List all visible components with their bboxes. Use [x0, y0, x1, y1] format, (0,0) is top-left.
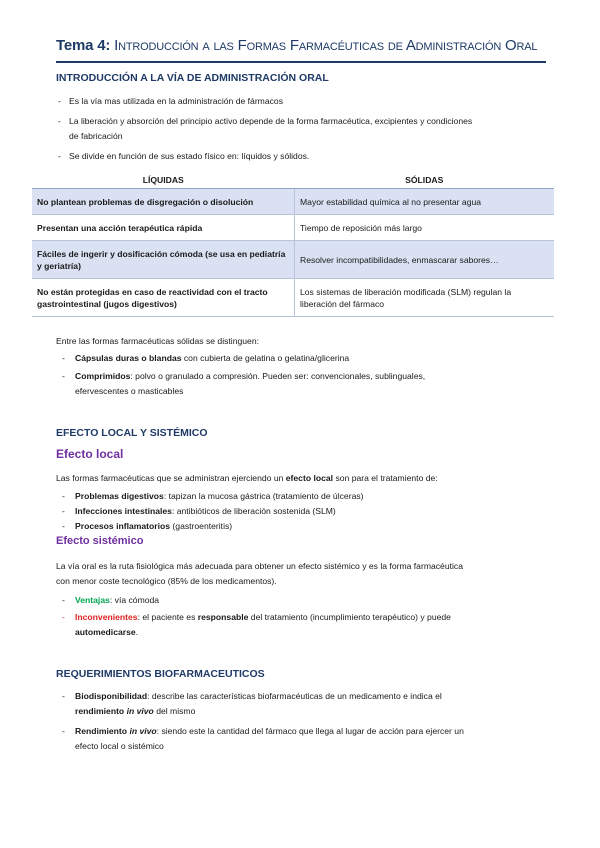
- bullet-dash: -: [58, 151, 61, 161]
- disadvantages-cont-bold: automedicarse: [75, 627, 136, 637]
- bullet-dash: -: [62, 353, 65, 363]
- local-intro: [56, 471, 438, 486]
- intro-bullet-1: Es la vía mas utilizada en la administración de fármacos: [69, 96, 283, 106]
- bullet-dash: -: [62, 506, 65, 516]
- solids-item-capsules-bold: Cápsulas duras o blandas: [75, 353, 182, 363]
- in-vivo-cont: efecto local o sistémico: [75, 741, 164, 751]
- local-item: [75, 489, 364, 504]
- solids-item-tablets-cont: efervescentes o masticables: [75, 386, 184, 396]
- title-underline: [56, 61, 546, 63]
- table-cell: Tiempo de reposición más largo: [295, 215, 555, 241]
- disadvantages-cont: [75, 625, 138, 640]
- table-cell: No están protegidas en caso de reactividad con el tracto gastrointestinal (jugos digestivos): [32, 279, 295, 317]
- intro-bullet-2: La liberación y absorción del principio activo depende de la forma farmacéutica, excipientes y condiciones: [69, 116, 473, 126]
- title-rest: Introducción a las Formas Farmacéuticas de Administración Oral: [110, 37, 538, 54]
- advantages-label: Ventajas: [75, 595, 110, 605]
- liquids-vs-solids-table: [32, 171, 554, 317]
- intro-bullet-3: Se divide en función de sus estado físico en: líquidos y sólidos.: [69, 151, 310, 161]
- disadvantages-text-a: : el paciente es: [137, 612, 198, 622]
- section-heading-intro: INTRODUCCIÓN A LA VÍA DE ADMINISTRACIÓN ORAL: [56, 72, 329, 84]
- table-cell: Resolver incompatibilidades, enmascarar sabores…: [295, 241, 555, 279]
- systemic-line-1: La vía oral es la ruta fisiológica más adecuada para obtener un efecto sistémico y es la forma farmacéutica: [56, 561, 463, 571]
- table-cell: Los sistemas de liberación modificada (SLM) regulan la liberación del fármaco: [295, 279, 555, 317]
- local-item-text: : tapizan la mucosa gástrica (tratamiento de úlceras): [163, 491, 364, 501]
- bioavailability-text: : describe las características biofarmacéuticas de un medicamento e indica el: [147, 691, 442, 701]
- intro-bullet-2-cont: de fabricación: [69, 131, 123, 141]
- solids-item-tablets-text: : polvo o granulado a compresión. Pueden ser: convencionales, sublinguales,: [130, 371, 426, 381]
- bioavailability-cont-italic: in vivo: [126, 706, 154, 716]
- local-item-bold: Infecciones intestinales: [75, 506, 172, 516]
- table-row: [32, 215, 554, 241]
- solids-item-tablets: [75, 369, 425, 384]
- solids-item-capsules-text: con cubierta de gelatina o gelatina/glicerina: [181, 353, 350, 363]
- bioavailability-bold: Biodisponibilidad: [75, 691, 148, 701]
- disadvantages-item: [75, 610, 451, 625]
- disadvantages-label: Inconvenientes: [75, 612, 138, 622]
- bullet-dash: -: [62, 726, 65, 736]
- solids-intro: Entre las formas farmacéuticas sólidas se distinguen:: [56, 336, 260, 346]
- bullet-dash: -: [58, 116, 61, 126]
- in-vivo-bold-a: Rendimiento: [75, 726, 130, 736]
- local-item: [75, 519, 232, 534]
- local-intro-a: Las formas farmacéuticas que se administran ejerciendo un: [56, 473, 286, 483]
- solids-item-capsules: [75, 351, 349, 366]
- solids-item-tablets-bold: Comprimidos: [75, 371, 131, 381]
- in-vivo-performance-item: [75, 724, 464, 739]
- page-title: [56, 37, 546, 54]
- column-header-liquids: LÍQUIDAS: [32, 171, 295, 189]
- advantages-item: [75, 593, 159, 608]
- bullet-dash: -: [62, 521, 65, 531]
- title-lead: Tema 4:: [56, 37, 111, 54]
- bullet-dash: -: [62, 691, 65, 701]
- systemic-line-2: con menor coste tecnológico (85% de los medicamentos).: [56, 576, 277, 586]
- bioavailability-cont: [75, 704, 195, 719]
- local-intro-c: son para el tratamiento de:: [333, 473, 438, 483]
- column-header-solids: SÓLIDAS: [295, 171, 555, 189]
- in-vivo-text: : siendo este la cantidad del fármaco que llega al lugar de acción para ejercer un: [156, 726, 464, 736]
- local-item: [75, 504, 336, 519]
- bioavailability-cont-a: rendimiento: [75, 706, 127, 716]
- local-intro-b: efecto local: [285, 473, 334, 483]
- local-item-bold: Procesos inflamatorios: [75, 521, 171, 531]
- section-heading-effects: EFECTO LOCAL Y SISTÉMICO: [56, 427, 208, 439]
- table-row: [32, 279, 554, 317]
- bioavailability-item: [75, 689, 442, 704]
- section-heading-biopharma: REQUERIMIENTOS BIOFARMACEUTICOS: [56, 668, 265, 680]
- table-row: [32, 241, 554, 279]
- bullet-dash: -: [62, 371, 65, 381]
- table-row: [32, 189, 554, 215]
- table-cell: No plantean problemas de disgregación o disolución: [32, 189, 295, 215]
- local-item-text: : antibióticos de liberación sostenida (SLM): [171, 506, 336, 516]
- bullet-dash: -: [58, 96, 61, 106]
- bullet-dash: -: [62, 491, 65, 501]
- bullet-dash: -: [62, 612, 65, 622]
- table-cell: Mayor estabilidad química al no presentar agua: [295, 189, 555, 215]
- table-cell: Fáciles de ingerir y dosificación cómoda (se usa en pediatría y geriatría): [32, 241, 295, 279]
- disadvantages-text-c: del tratamiento (incumplimiento terapéutico) y puede: [248, 612, 451, 622]
- subheading-local-effect: Efecto local: [56, 447, 124, 461]
- bioavailability-cont-c: del mismo: [153, 706, 196, 716]
- advantages-text: : vía cómoda: [109, 595, 160, 605]
- bullet-dash: -: [62, 595, 65, 605]
- local-item-bold: Problemas digestivos: [75, 491, 164, 501]
- subheading-systemic-effect: Efecto sistémico: [56, 535, 144, 547]
- table-cell: Presentan una acción terapéutica rápida: [32, 215, 295, 241]
- in-vivo-bold-italic: in vivo: [129, 726, 157, 736]
- local-item-text: (gastroenteritis): [170, 521, 233, 531]
- disadvantages-text-b: responsable: [197, 612, 249, 622]
- disadvantages-cont-end: .: [135, 627, 139, 637]
